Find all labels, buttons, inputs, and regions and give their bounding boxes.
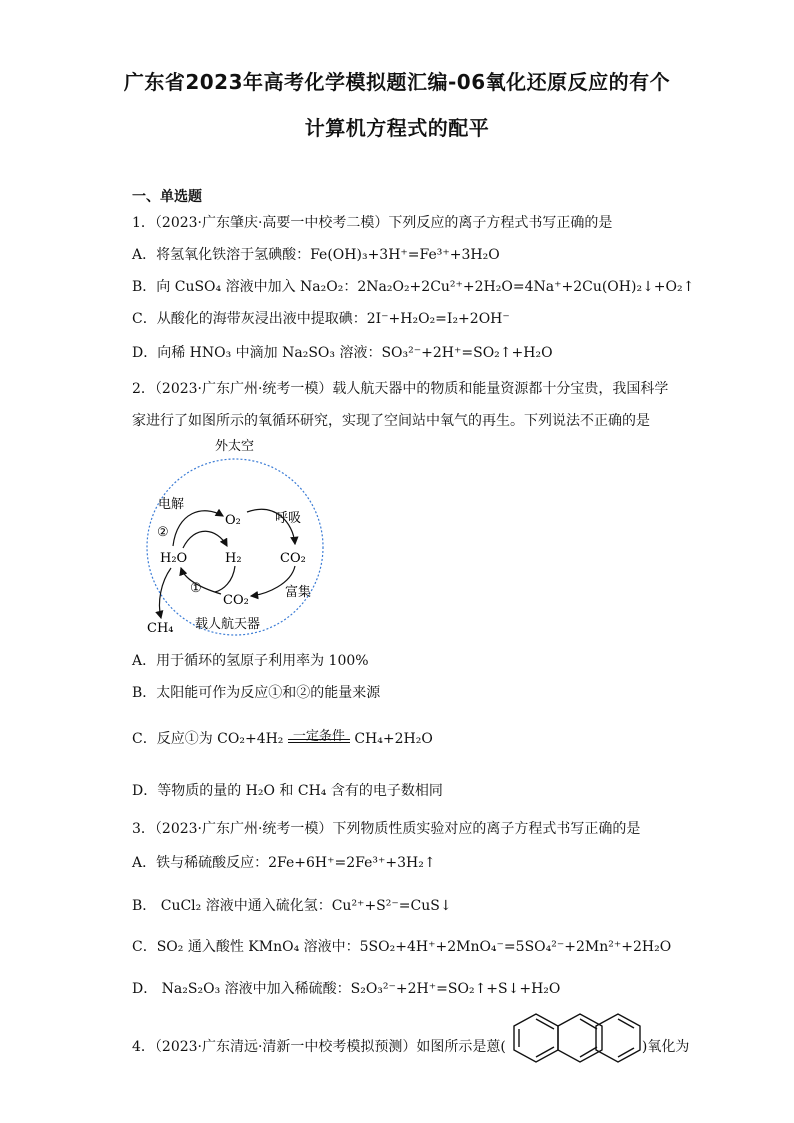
document-title-line2: 计算机方程式的配平 bbox=[304, 116, 490, 140]
q2-option-b: B．太阳能可作为反应①和②的能量来源 bbox=[132, 685, 381, 701]
q2-stem-line2: 家进行了如图所示的氧循环研究，实现了空间站中氧气的再生。下列说法不正确的是 bbox=[132, 413, 650, 429]
co2-right-label: CO₂ bbox=[280, 551, 306, 566]
document-title-line1: 广东省2023年高考化学模拟题汇编-06氧化还原反应的有个 bbox=[123, 70, 671, 94]
q3-option-c: C．SO₂ 通入酸性 KMnO₄ 溶液中：5SO₂+4H⁺+2MnO₄⁻=5SO₄²⁻+2Mn²⁺+2H₂O bbox=[132, 939, 672, 955]
arrow-h2o-to-o2 bbox=[173, 511, 223, 546]
q2-option-c-suffix: CH₄+2H₂O bbox=[354, 731, 433, 747]
q2-stem-line1: 2．（2023·广东广州·统考一模）载人航天器中的物质和能量资源都十分宝贵，我国科学 bbox=[132, 381, 669, 397]
reaction-1-marker: ① bbox=[190, 581, 202, 596]
q2-option-c bbox=[132, 728, 433, 748]
q1-option-a: A．将氢氧化铁溶于氢碘酸：Fe(OH)₃+3H⁺=Fe³⁺+3H₂O bbox=[132, 247, 500, 263]
q4-stem-after: )氧化为 bbox=[641, 1039, 690, 1055]
reaction-condition bbox=[288, 729, 350, 748]
q3-option-d: D． Na₂S₂O₃ 溶液中加入稀硫酸：S₂O₃²⁻+2H⁺=SO₂↑+S↓+H₂O bbox=[132, 981, 561, 997]
outer-space-boundary bbox=[147, 459, 323, 635]
oxygen-cycle-diagram bbox=[135, 432, 335, 642]
q2-option-d: D．等物质的量的 H₂O 和 CH₄ 含有的电子数相同 bbox=[132, 783, 443, 799]
enrich-label: 富集 bbox=[285, 585, 312, 600]
q1-option-b: B．向 CuSO₄ 溶液中加入 Na₂O₂：2Na₂O₂+2Cu²⁺+2H₂O=4Na⁺+2Cu(OH)₂↓+O₂↑ bbox=[132, 279, 695, 295]
q4-stem bbox=[132, 1030, 689, 1064]
reaction-2-marker: ② bbox=[157, 525, 169, 540]
anthracene-structure-icon bbox=[506, 1012, 642, 1064]
arrow-h2-co2-reaction bbox=[215, 566, 235, 592]
co2-bottom-label: CO₂ bbox=[223, 593, 249, 608]
section-heading: 一、单选题 bbox=[132, 189, 202, 205]
q1-option-c: C．从酸化的海带灰浸出液中提取碘：2I⁻+H₂O₂=I₂+2OH⁻ bbox=[132, 311, 510, 327]
arrow-to-ch4 bbox=[159, 568, 171, 618]
electrolysis-label: 电解 bbox=[158, 497, 185, 512]
q2-option-a: A．用于循环的氢原子利用率为 100% bbox=[132, 653, 369, 669]
ch4-label: CH₄ bbox=[147, 621, 174, 636]
q4-stem-before: 4．（2023·广东清远·清新一中校考模拟预测）如图所示是蒽( bbox=[132, 1039, 506, 1055]
q3-option-b: B． CuCl₂ 溶液中通入硫化氢：Cu²⁺+S²⁻=CuS↓ bbox=[132, 898, 452, 914]
h2-label: H₂ bbox=[225, 551, 242, 566]
q1-option-d: D．向稀 HNO₃ 中滴加 Na₂SO₃ 溶液：SO₃²⁻+2H⁺=SO₂↑+H₂O bbox=[132, 345, 553, 361]
q3-option-a: A．铁与稀硫酸反应：2Fe+6H⁺=2Fe³⁺+3H₂↑ bbox=[132, 855, 436, 871]
q2-option-c-prefix: C．反应①为 CO₂+4H₂ bbox=[132, 731, 284, 747]
q3-stem: 3．（2023·广东广州·统考一模）下列物质性质实验对应的离子方程式书写正确的是 bbox=[132, 821, 641, 837]
respiration-label: 呼吸 bbox=[275, 511, 302, 526]
h2o-label: H₂O bbox=[160, 551, 188, 566]
spacecraft-label: 载人航天器 bbox=[195, 617, 261, 632]
reaction-condition-text: 一定条件 bbox=[292, 729, 345, 744]
arrow-h2o-to-h2 bbox=[183, 531, 227, 548]
o2-label: O₂ bbox=[225, 513, 241, 528]
outer-space-label: 外太空 bbox=[215, 439, 255, 454]
q1-stem: 1．（2023·广东肇庆·高要一中校考二模）下列反应的离子方程式书写正确的是 bbox=[132, 215, 613, 231]
